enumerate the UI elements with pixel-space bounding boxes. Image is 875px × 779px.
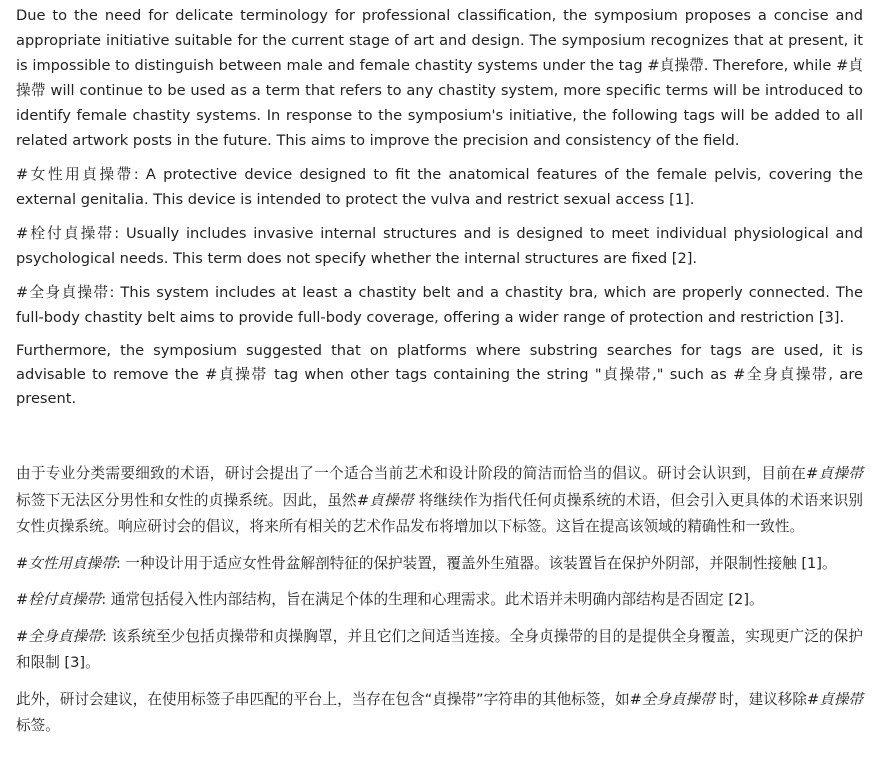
chinese-def2-tag: 栓付貞操帯 <box>28 591 102 608</box>
chinese-def3-hash: # <box>16 627 29 645</box>
chinese-def1-text: : 一种设计用于适应女性骨盆解剖特征的保护装置，覆盖外生殖器。该装置旨在保护外阴部，并限制性接触 [1]。 <box>115 554 837 572</box>
chinese-section <box>16 461 863 740</box>
chinese-intro-text-2: 标签下无法区分男性和女性的贞操系统。因此，虽然 <box>16 491 357 509</box>
chinese-closing-tag-2: #貞操帯 <box>807 690 864 708</box>
chinese-def3-tag: 全身貞操帯 <box>28 627 103 645</box>
chinese-closing-text-2: 时，建议移除 <box>714 690 807 708</box>
chinese-definition-female-belt <box>16 551 863 578</box>
chinese-definition-plug-belt <box>16 587 863 614</box>
english-section <box>16 3 863 411</box>
chinese-def2-hash: # <box>16 591 29 608</box>
chinese-intro-text-3: 将继续作为指代任何贞操系统的术语，但会引入更具体的术语来识别女性贞操系统。响应研讨会的倡议，将来所有相关的艺术作品发布将增加以下标签。这旨在提高该领域的精确性和一致性。 <box>16 491 863 535</box>
chinese-closing-tag-1: #全身貞操帯 <box>629 690 715 708</box>
section-spacer <box>16 420 863 461</box>
chinese-intro-tag-1: #貞操帯 <box>806 465 863 482</box>
chinese-def3-text: : 该系统至少包括贞操带和贞操胸罩，并且它们之间适当连接。全身贞操带的目的是提供全身覆盖，实现更广泛的保护和限制 [3]。 <box>16 627 863 671</box>
chinese-def1-hash: # <box>16 554 29 572</box>
chinese-intro-text-1: 由于专业分类需要细致的术语，研讨会提出了一个适合当前艺术和设计阶段的简洁而恰当的倡议。研讨会认识到，目前在 <box>16 465 807 482</box>
english-definition-female-belt: #女性用貞操帶: A protective device designed to fit the anatomical features of the female pelvis, covering the external genitalia. This device is intended to protect the vulva and restrict sexual access [1]. <box>16 166 863 208</box>
english-intro-paragraph: Due to the need for delicate terminology for professional classification, the symposium proposes a concise and appropriate initiative suitable for the current stage of art and design. The symposium recognizes that at present, it is impossible to distinguish between male and female chastity systems under the tag #貞操帶. Therefore, while #貞操帶 will continue to be used as a term that refers to any chastity system, more specific terms will be introduced to identify female chastity systems. In response to the symposium's initiative, the following tags will be added to all related artwork posts in the future. This aims to improve the precision and consistency of the field. <box>16 7 863 149</box>
english-definition-full-body-belt: #全身貞操帯: This system includes at least a chastity belt and a chastity bra, which are properly connected. The full-body chastity belt aims to provide full-body coverage, offering a wider range of protection and restriction [3]. <box>16 284 863 326</box>
chinese-closing-text-3: 标签。 <box>16 717 60 734</box>
chinese-closing-paragraph <box>16 687 863 740</box>
chinese-closing-text-1: 此外，研讨会建议，在使用标签子串匹配的平台上，当存在包含“貞操帯”字符串的其他标签，如 <box>16 690 630 708</box>
english-definition-plug-belt: #栓付貞操帯: Usually includes invasive internal structures and is designed to meet individual physiological and psychological needs. This term does not specify whether the internal structures are fixed [2]. <box>16 225 863 267</box>
chinese-def1-tag: 女性用貞操帯 <box>28 554 116 572</box>
chinese-intro-tag-2: #貞操帯 <box>356 491 414 509</box>
chinese-definition-full-body-belt <box>16 624 863 677</box>
chinese-def2-text: : 通常包括侵入性内部结构，旨在满足个体的生理和心理需求。此术语并未明确内部结构是否固定 [2]。 <box>101 591 764 608</box>
english-closing-paragraph: Furthermore, the symposium suggested that on platforms where substring searches for tags are used, it is advisable to remove the #貞操帯 tag when other tags containing the string "貞操帯," such as #全身貞操帯, are present. <box>16 342 863 407</box>
chinese-intro-paragraph <box>16 461 863 541</box>
